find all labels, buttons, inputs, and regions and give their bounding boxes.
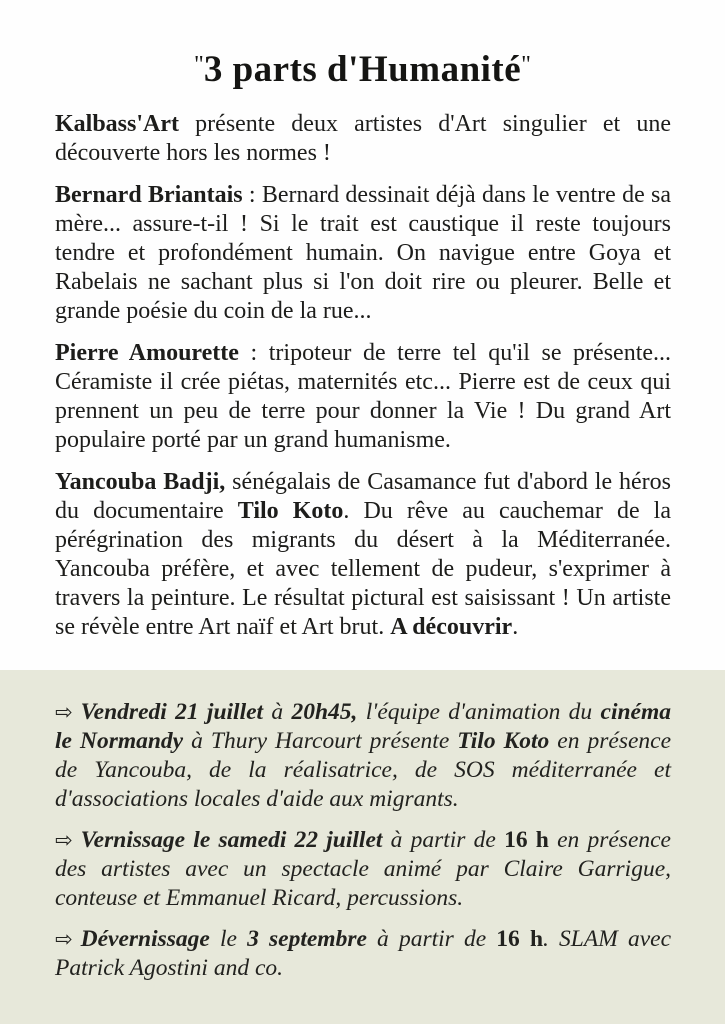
artist-name-pierre: Pierre Amourette [55, 340, 239, 366]
event-vernissage-time: 16 h [504, 827, 549, 853]
right-arrow-icon: ⇨ [55, 828, 73, 852]
event-screening-date: Vendredi 21 juillet [80, 699, 264, 725]
title-close-quote: " [521, 52, 531, 78]
artist-name-bernard: Bernard Briantais [55, 182, 243, 208]
paragraph-yancouba-text-1: sénégalais de Casamance fut d'abord le héros du documentaire [55, 469, 671, 524]
paragraph-bernard [55, 181, 671, 326]
paragraph-intro [55, 110, 671, 168]
title-text: 3 parts d'Humanité [203, 49, 522, 90]
org-name: Kalbass'Art [55, 111, 180, 137]
paragraph-yancouba-text-3: . [512, 614, 519, 640]
event-vernissage [55, 826, 671, 913]
paragraph-yancouba-text-2: . Du rêve au cauchemar de la pérégrination des migrants du désert à la Méditerranée. Yancouba préfère, et avec tellement de pudeur, s'exprimer à travers la peinture. Le résultat pictural est saisissant ! Un artiste se révèle entre Art naïf et Art brut. [55, 498, 671, 640]
right-arrow-icon: ⇨ [55, 927, 73, 951]
event-devernissage-text-1: le [209, 926, 248, 952]
title-open-quote: " [194, 52, 204, 78]
event-screening-text-4: en présence de Yancouba, de la réalisatrice, de SOS méditerranée et d'associations locales d'aide aux migrants. [55, 728, 672, 812]
event-devernissage-text-2: à partir de [366, 926, 497, 952]
event-devernissage-time: 16 h [496, 926, 544, 952]
body-text [55, 110, 671, 655]
event-devernissage-date: 3 septembre [247, 926, 367, 952]
page-title [0, 48, 725, 91]
event-screening-time: 20h45, [291, 699, 358, 725]
event-devernissage-lead: Dévernissage [80, 926, 210, 952]
event-screening-text-2: l'équipe d'animation du [357, 699, 601, 725]
event-devernissage [55, 925, 671, 983]
paragraph-pierre-text: : tripoteur de terre tel qu'il se présente... Céramiste il crée piétas, maternités etc... Pierre est de ceux qui prennent un peu de terre pour donner la Vie ! Du grand Art populaire porté par un grand humanisme. [55, 340, 672, 453]
event-vernissage-text-1: à partir de [382, 827, 505, 853]
event-screening-text-3: à Thury Harcourt présente [183, 728, 458, 754]
artist-name-yancouba: Yancouba Badji, [55, 469, 226, 495]
paragraph-yancouba [55, 468, 671, 642]
paragraph-pierre [55, 339, 671, 455]
event-devernissage-text-3: . SLAM avec Patrick Agostini and co. [55, 926, 672, 981]
right-arrow-icon: ⇨ [55, 700, 73, 724]
event-vernissage-text-2: en présence des artistes avec un spectacle animé par Claire Garrigue, conteuse et Emmanuel Ricard, percussions. [55, 827, 671, 911]
events-panel [0, 670, 725, 1024]
highlight-a-decouvrir: A découvrir [390, 614, 513, 640]
paragraph-intro-text: présente deux artistes d'Art singulier et une découverte hors les normes ! [55, 111, 671, 166]
film-title: Tilo Koto [237, 498, 344, 524]
event-vernissage-date: Vernissage le samedi 22 juillet [80, 827, 383, 853]
event-screening-venue: cinéma le Normandy [55, 699, 672, 754]
paragraph-bernard-text: : Bernard dessinait déjà dans le ventre de sa mère... assure-t-il ! Si le trait est caustique il reste toujours tendre et profondément humain. On navigue entre Goya et Rabelais ne sachant plus si l'on doit rire ou pleurer. Belle et grande poésie du coin de la rue... [55, 182, 671, 324]
event-screening-film: Tilo Koto [457, 728, 550, 754]
event-screening [55, 698, 671, 814]
event-screening-text-1: à [263, 699, 292, 725]
